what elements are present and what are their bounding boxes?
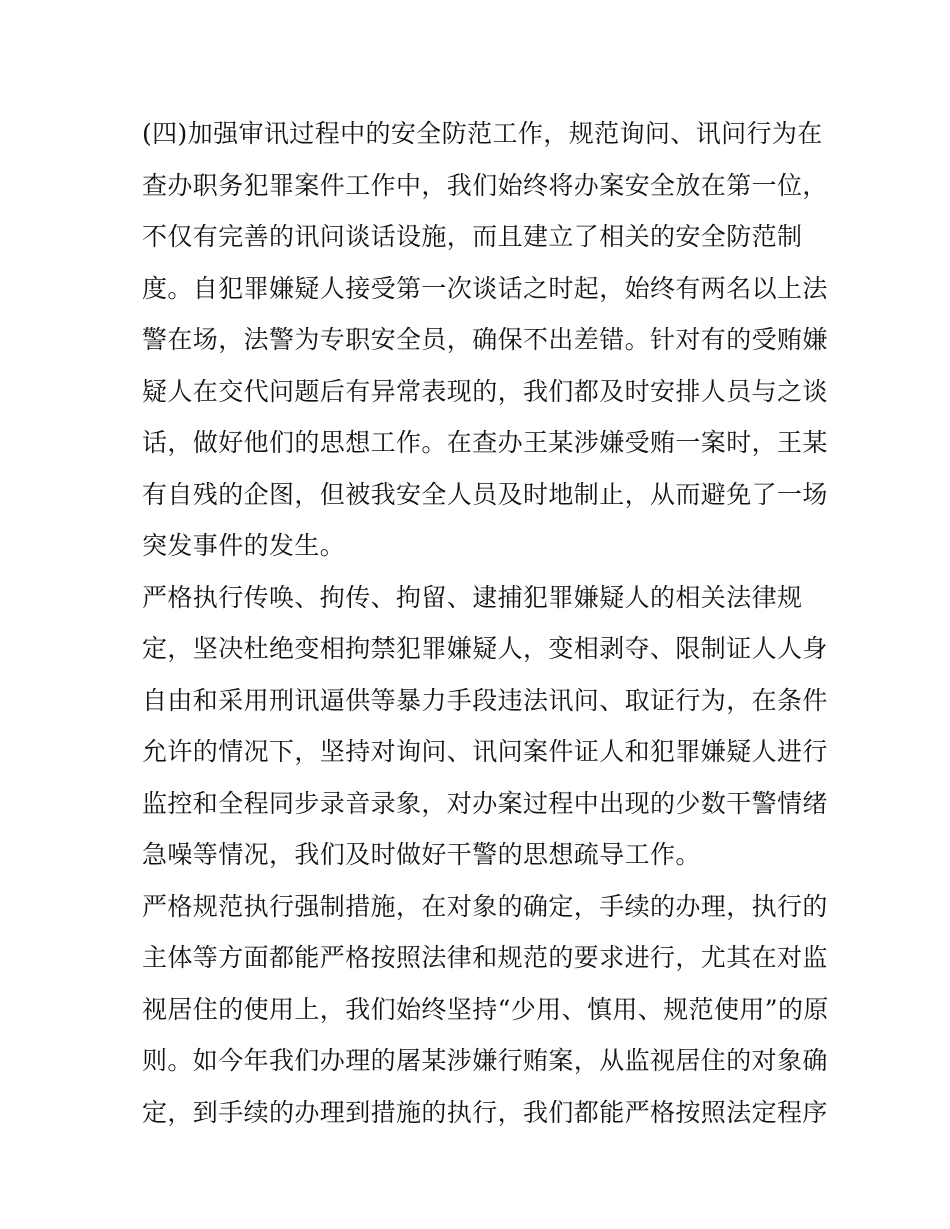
body-text [142,108,829,1138]
text-line: 急噪等情况，我们及时做好干警的思想疏导工作。 [142,840,701,869]
text-line: 允许的情况下，坚持对询问、讯问案件证人和犯罪嫌疑人进行 [142,737,828,766]
text-line: 严格执行传唤、拘传、拘留、逮捕犯罪嫌疑人的相关法律规 [142,582,803,612]
text-line: 定，坚决杜绝变相拘禁犯罪嫌疑人，变相剥夺、限制证人人身 [142,634,828,663]
text-line: 则。如今年我们办理的屠某涉嫌行贿案，从监视居住的对象确 [142,1046,828,1075]
text-line: 定，到手续的办理到措施的执行，我们都能严格按照法定程序 [142,1097,828,1127]
text-line: 严格规范执行强制措施，在对象的确定，手续的办理，执行的 [142,891,828,921]
text-line: 有自残的企图，但被我安全人员及时地制止，从而避免了一场 [142,479,828,509]
text-line: 监控和全程同步录音录象，对办案过程中出现的少数干警情绪 [142,788,828,818]
text-line: 主体等方面都能严格按照法律和规范的要求进行，尤其在对监 [142,943,828,972]
text-line: 疑人在交代问题后有异常表现的，我们都及时安排人员与之谈 [142,376,828,406]
text-line: 警在场，法警为专职安全员，确保不出差错。针对有的受贿嫌 [142,325,828,354]
text-line: 自由和采用刑讯逼供等暴力手段违法讯问、取证行为，在条件 [142,685,828,715]
text-line: 视居住的使用上，我们始终坚持“少用、慎用、规范使用”的原 [142,994,829,1024]
text-line: 话，做好他们的思想工作。在查办王某涉嫌受贿一案时，王某 [142,428,828,457]
text-line: 不仅有完善的讯问谈话设施，而且建立了相关的安全防范制 [142,222,803,251]
text-line: 度。自犯罪嫌疑人接受第一次谈话之时起，始终有两名以上法 [142,273,828,303]
text-line: 查办职务犯罪案件工作中，我们始终将办案安全放在第一位， [142,170,828,200]
text-line: (四)加强审讯过程中的安全防范工作，规范询问、讯问行为在 [142,119,823,148]
text-line: 突发事件的发生。 [142,531,346,560]
